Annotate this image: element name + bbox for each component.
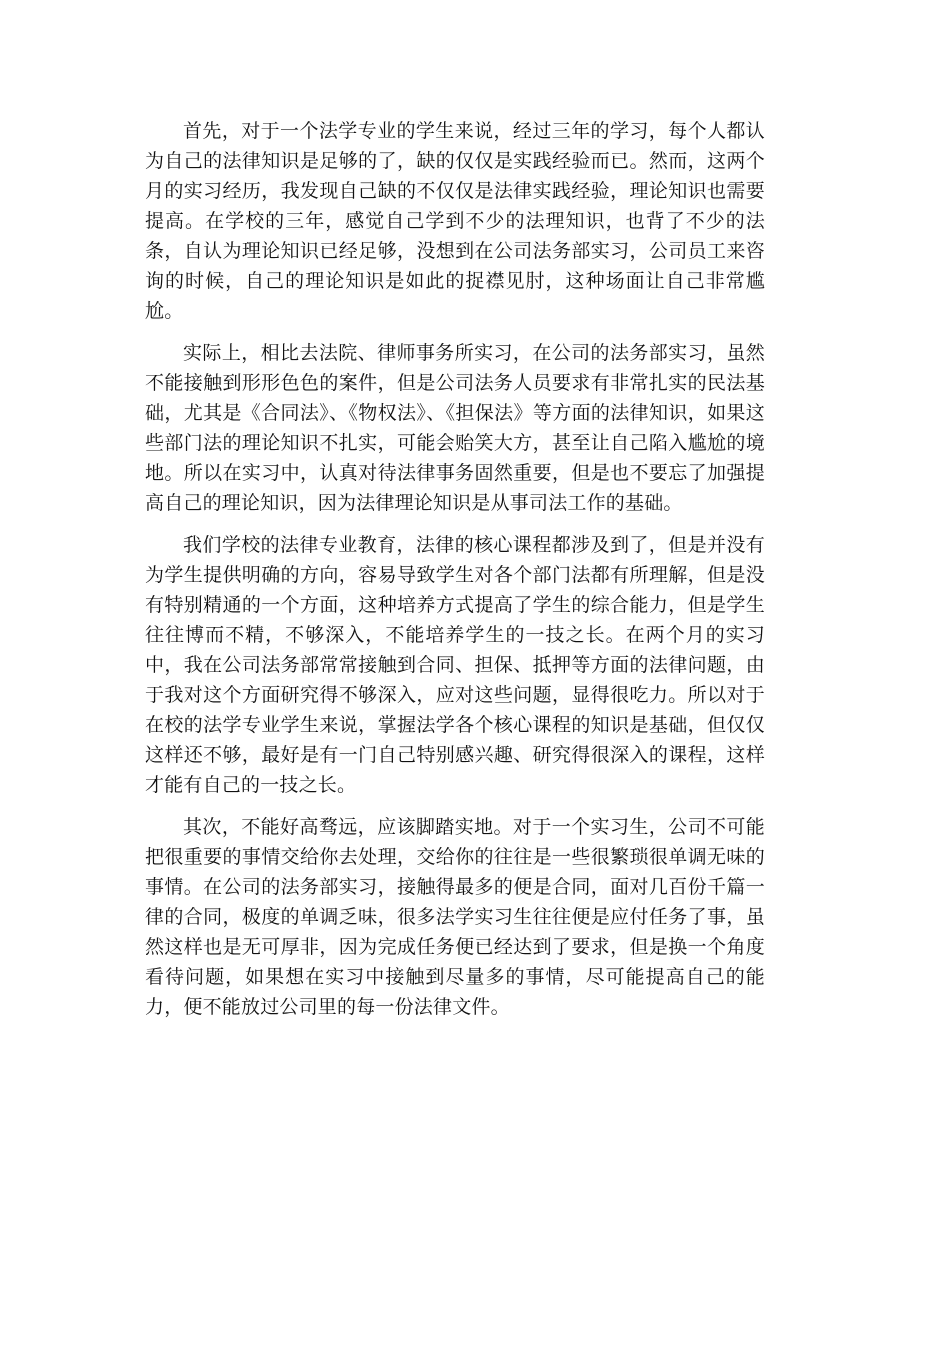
paragraph-3: 我们学校的法律专业教育，法律的核心课程都涉及到了，但是并没有为学生提供明确的方向，容易导致学生对各个部门法都有所理解，但是没有特别精通的一个方面，这种培养方式提高了学生的综合能力，但是学生往往博而不精，不够深入，不能培养学生的一技之长。在两个月的实习中，我在公司法务部常常接触到合同、担保、抵押等方面的法律问题，由于我对这个方面研究得不够深入，应对这些问题，显得很吃力。所以对于在校的法学专业学生来说，掌握法学各个核心课程的知识是基础，但仅仅这样还不够，最好是有一门自己特别感兴趣、研究得很深入的课程，这样才能有自己的一技之长。 [145, 534, 765, 796]
paragraph-2: 实际上，相比去法院、律师事务所实习，在公司的法务部实习，虽然不能接触到形形色色的案件，但是公司法务人员要求有非常扎实的民法基础，尤其是《合同法》、《物权法》、《担保法》等方面的法律知识，如果这些部门法的理论知识不扎实，可能会贻笑大方，甚至让自己陷入尴尬的境地。所以在实习中，认真对待法律事务固然重要，但是也不要忘了加强提高自己的理论知识，因为法律理论知识是从事司法工作的基础。 [145, 342, 765, 514]
paragraph-1: 首先，对于一个法学专业的学生来说，经过三年的学习，每个人都认为自己的法律知识是足够的了，缺的仅仅是实践经验而已。然而，这两个月的实习经历，我发现自己缺的不仅仅是法律实践经验，理论知识也需要提高。在学校的三年，感觉自己学到不少的法理知识，也背了不少的法条，自认为理论知识已经足够，没想到在公司法务部实习，公司员工来咨询的时候，自己的理论知识是如此的捉襟见肘，这种场面让自己非常尴尬。 [145, 120, 765, 322]
document-body [145, 116, 765, 1034]
paragraph-4: 其次，不能好高骛远，应该脚踏实地。对于一个实习生，公司不可能把很重要的事情交给你去处理，交给你的往往是一些很繁琐很单调无味的事情。在公司的法务部实习，接触得最多的便是合同，面对几百份千篇一律的合同，极度的单调乏味，很多法学实习生往往便是应付任务了事，虽然这样也是无可厚非，因为完成任务便已经达到了要求，但是换一个角度看待问题，如果想在实习中接触到尽量多的事情，尽可能提高自己的能力，便不能放过公司里的每一份法律文件。 [145, 816, 765, 1018]
